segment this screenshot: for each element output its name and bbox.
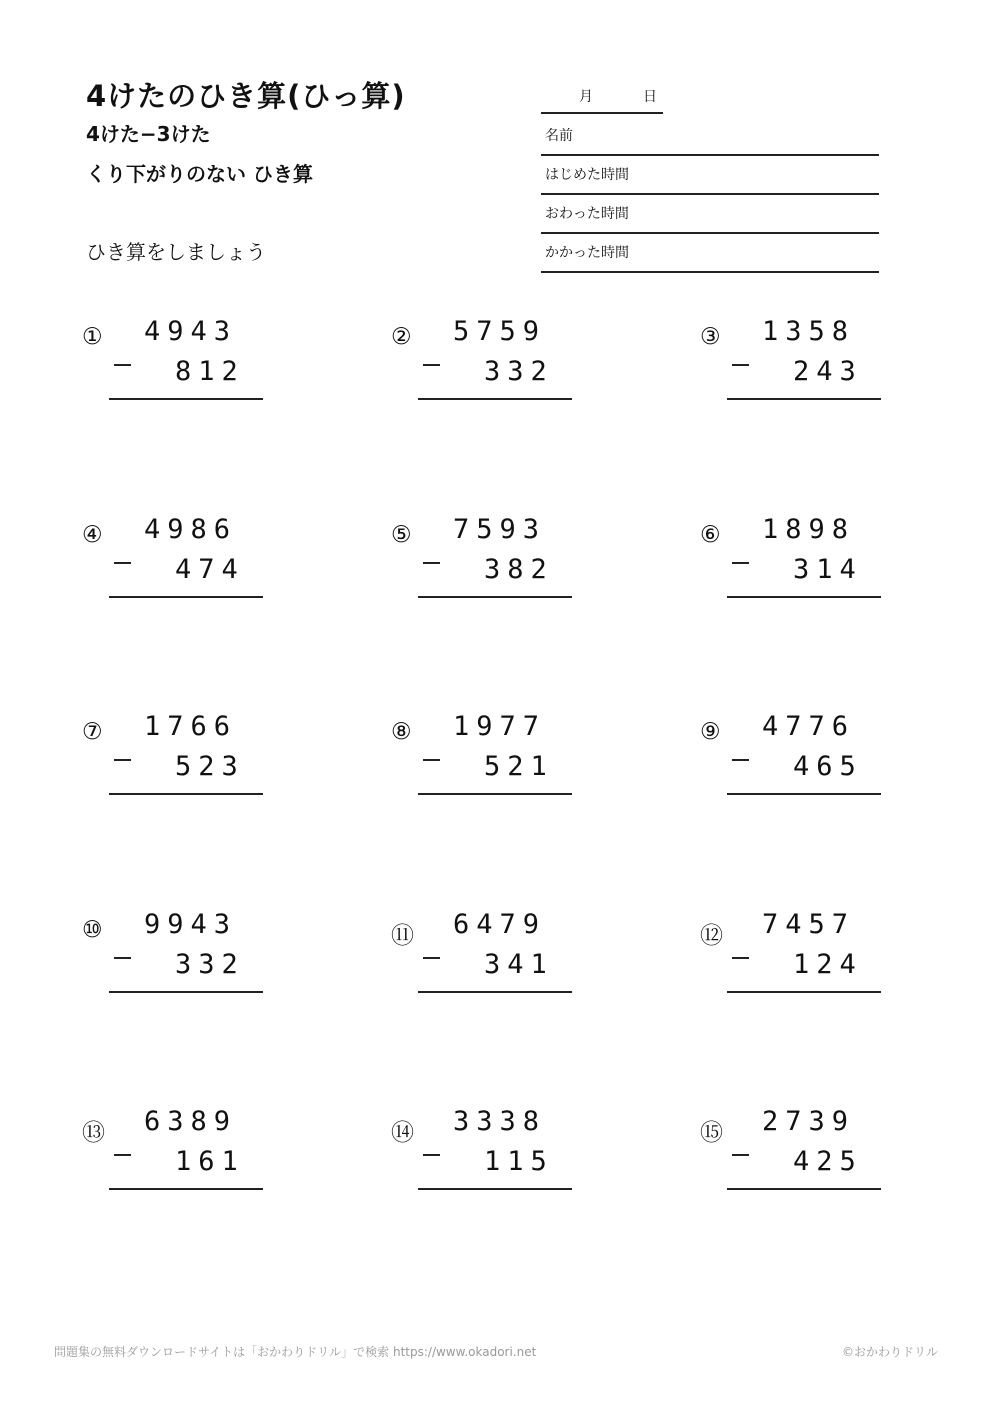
end-time-field[interactable] — [541, 194, 879, 234]
problem-number: ⑤ — [391, 522, 412, 548]
subtrahend: 474 — [175, 554, 245, 585]
problem-number: ⑥ — [700, 522, 721, 548]
minus-sign — [732, 364, 749, 366]
answer-line[interactable] — [418, 991, 572, 993]
subtitle-type: くり下がりのない ひき算 — [86, 162, 313, 186]
minus-sign — [423, 1154, 440, 1156]
problem-number: ⑪ — [391, 923, 414, 949]
subtrahend: 425 — [793, 1146, 863, 1177]
minuend: 7593 — [453, 514, 547, 545]
minus-sign — [423, 562, 440, 564]
subtraction-problem — [82, 314, 312, 404]
elapsed-time-label: かかった時間 — [545, 245, 629, 261]
minus-sign — [114, 759, 131, 761]
subtraction-problem — [391, 314, 621, 404]
minus-sign — [423, 759, 440, 761]
problem-number: ⑨ — [700, 719, 721, 745]
subtrahend: 382 — [484, 554, 554, 585]
subtitle-digits: 4けた−3けた — [86, 122, 211, 146]
name-field[interactable] — [541, 116, 879, 156]
minus-sign — [423, 957, 440, 959]
answer-line[interactable] — [418, 596, 572, 598]
answer-line[interactable] — [727, 596, 881, 598]
answer-line[interactable] — [727, 793, 881, 795]
subtraction-problem — [391, 907, 621, 997]
minuend: 1977 — [453, 711, 547, 742]
footer-copyright: ©おかわりドリル — [841, 1345, 938, 1359]
minuend: 6389 — [144, 1106, 238, 1137]
subtraction-problem — [700, 907, 930, 997]
problem-number: ⑫ — [700, 923, 723, 949]
minus-sign — [732, 1154, 749, 1156]
end-time-label: おわった時間 — [545, 206, 629, 222]
subtraction-problem — [82, 907, 312, 997]
subtrahend: 243 — [793, 356, 863, 387]
subtraction-problem — [82, 709, 312, 799]
subtrahend: 521 — [484, 751, 554, 782]
problem-number: ① — [82, 324, 103, 350]
subtrahend: 523 — [175, 751, 245, 782]
problem-number: ⑭ — [391, 1120, 414, 1146]
start-time-field[interactable] — [541, 155, 879, 195]
minus-sign — [114, 562, 131, 564]
answer-line[interactable] — [109, 793, 263, 795]
subtrahend: 124 — [793, 949, 863, 980]
minuend: 4776 — [762, 711, 856, 742]
subtraction-problem — [82, 1104, 312, 1194]
subtrahend: 332 — [484, 356, 554, 387]
answer-line[interactable] — [727, 398, 881, 400]
subtrahend: 314 — [793, 554, 863, 585]
minus-sign — [114, 364, 131, 366]
minuend: 1898 — [762, 514, 856, 545]
subtraction-problem — [700, 709, 930, 799]
problem-number: ⑬ — [82, 1120, 105, 1146]
problem-number: ⑩ — [82, 917, 103, 943]
problem-number: ⑮ — [700, 1120, 723, 1146]
answer-line[interactable] — [418, 398, 572, 400]
footer-source: 問題集の無料ダウンロードサイトは「おかわりドリル」で検索 https://www.okadori.net — [54, 1345, 537, 1359]
date-field[interactable] — [541, 80, 663, 114]
answer-line[interactable] — [109, 596, 263, 598]
subtraction-problem — [391, 1104, 621, 1194]
subtrahend: 115 — [484, 1146, 554, 1177]
day-label: 日 — [643, 89, 657, 105]
problem-number: ⑦ — [82, 719, 103, 745]
subtraction-problem — [391, 709, 621, 799]
answer-line[interactable] — [109, 991, 263, 993]
start-time-label: はじめた時間 — [545, 167, 629, 183]
minuend: 1358 — [762, 316, 856, 347]
subtraction-problem — [700, 314, 930, 404]
subtraction-problem — [700, 1104, 930, 1194]
answer-line[interactable] — [109, 398, 263, 400]
minuend: 1766 — [144, 711, 238, 742]
problem-number: ⑧ — [391, 719, 412, 745]
answer-line[interactable] — [109, 1188, 263, 1190]
minuend: 5759 — [453, 316, 547, 347]
instruction-text: ひき算をしましょう — [86, 240, 266, 264]
answer-line[interactable] — [727, 991, 881, 993]
minuend: 4986 — [144, 514, 238, 545]
minus-sign — [732, 759, 749, 761]
minus-sign — [114, 1154, 131, 1156]
minuend: 4943 — [144, 316, 238, 347]
minuend: 2739 — [762, 1106, 856, 1137]
subtrahend: 341 — [484, 949, 554, 980]
minus-sign — [732, 562, 749, 564]
subtrahend: 161 — [175, 1146, 245, 1177]
subtraction-problem — [700, 512, 930, 602]
problem-number: ③ — [700, 324, 721, 350]
subtraction-problem — [391, 512, 621, 602]
subtrahend: 812 — [175, 356, 245, 387]
minus-sign — [423, 364, 440, 366]
page-title: 4けたのひき算(ひっ算) — [86, 79, 406, 113]
name-label: 名前 — [545, 128, 573, 144]
elapsed-time-field[interactable] — [541, 233, 879, 273]
subtrahend: 332 — [175, 949, 245, 980]
answer-line[interactable] — [418, 793, 572, 795]
subtrahend: 465 — [793, 751, 863, 782]
minuend: 3338 — [453, 1106, 547, 1137]
minuend: 7457 — [762, 909, 856, 940]
minuend: 6479 — [453, 909, 547, 940]
answer-line[interactable] — [727, 1188, 881, 1190]
minuend: 9943 — [144, 909, 238, 940]
answer-line[interactable] — [418, 1188, 572, 1190]
problem-number: ② — [391, 324, 412, 350]
subtraction-problem — [82, 512, 312, 602]
minus-sign — [732, 957, 749, 959]
month-label: 月 — [579, 89, 593, 105]
problem-number: ④ — [82, 522, 103, 548]
minus-sign — [114, 957, 131, 959]
